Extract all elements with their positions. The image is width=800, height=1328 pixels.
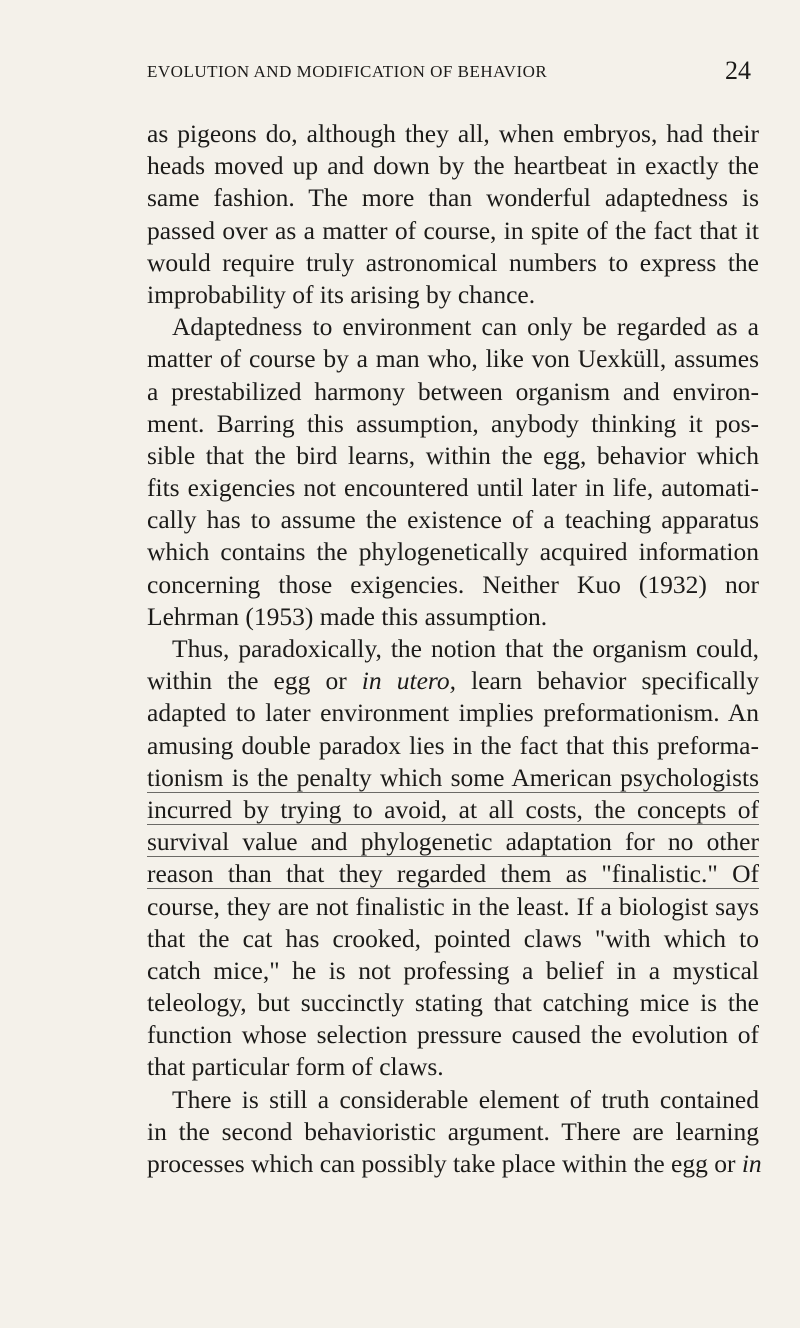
italic-phrase: in utero, — [361, 666, 456, 696]
text-line — [147, 665, 759, 697]
body-text — [147, 118, 762, 1180]
page-number: 24 — [725, 56, 751, 85]
text-line: in the second behavioristic argument. There are learning — [147, 1116, 759, 1146]
text-line: a prestabilized harmony between organism and environ- — [147, 376, 759, 406]
text-line: concerning those exigencies. Neither Kuo (1932) nor — [147, 569, 759, 599]
running-head: EVOLUTION AND MODIFICATION OF BEHAVIOR — [147, 62, 548, 81]
text-line: would require truly astronomical numbers to express the — [147, 247, 759, 277]
text-line: adapted to later environment implies preformationism. An — [147, 698, 759, 728]
text-line: as pigeons do, although they all, when embryos, had their — [147, 119, 759, 148]
text-run: within the egg or — [147, 666, 347, 696]
text-line: same fashion. The more than wonderful adaptedness is — [147, 183, 759, 213]
text-run: processes which can possibly take place within the egg or — [147, 1149, 736, 1178]
text-line: cally has to assume the existence of a teaching apparatus — [147, 505, 759, 535]
text-line: Thus, paradoxically, the notion that the organism could, — [172, 634, 759, 663]
underlined-line: reason than that they regarded them as "finalistic." Of — [147, 859, 759, 889]
page-header — [147, 56, 757, 96]
text-line: function whose selection pressure caused the evolution of — [147, 1020, 759, 1050]
text-line: course, they are not finalistic in the least. If a biologist says — [147, 891, 759, 921]
text-line: catch mice," he is not professing a belief in a mystical — [147, 955, 759, 985]
underlined-line: tionism is the penalty which some American psychologists — [147, 762, 759, 792]
text-line: Adaptedness to environment can only be regarded as a — [172, 312, 759, 342]
italic-word: in — [741, 1149, 762, 1178]
text-line: fits exigencies not encountered until later in life, automati- — [147, 473, 759, 503]
text-run: learn behavior specifically — [471, 666, 760, 696]
text-line: matter of course by a man who, like von Uexküll, assumes — [147, 344, 759, 374]
text-line: passed over as a matter of course, in spite of the fact that it — [147, 215, 759, 245]
text-line: heads moved up and down by the heartbeat in exactly the — [147, 151, 759, 181]
text-line: which contains the phylogenetically acquired information — [147, 537, 759, 567]
text-line: amusing double paradox lies in the fact that this preforma- — [147, 730, 759, 760]
text-line: There is still a considerable element of truth contained — [172, 1084, 759, 1114]
text-line: improbability of its arising by chance. — [147, 279, 536, 309]
text-line: Lehrman (1953) made this assumption. — [147, 601, 548, 631]
text-line: that the cat has crooked, pointed claws "with which to — [147, 923, 759, 953]
text-line: teleology, but succinctly stating that catching mice is the — [147, 988, 759, 1018]
text-line: sible that the bird learns, within the egg, behavior which — [147, 440, 759, 470]
underlined-line: incurred by trying to avoid, at all costs, the concepts of — [147, 794, 759, 824]
text-line: ment. Barring this assumption, anybody thinking it pos- — [147, 408, 759, 438]
underlined-line: survival value and phylogenetic adaptation for no other — [147, 827, 759, 857]
text-line: that particular form of claws. — [147, 1052, 444, 1082]
text-line — [147, 1148, 762, 1180]
